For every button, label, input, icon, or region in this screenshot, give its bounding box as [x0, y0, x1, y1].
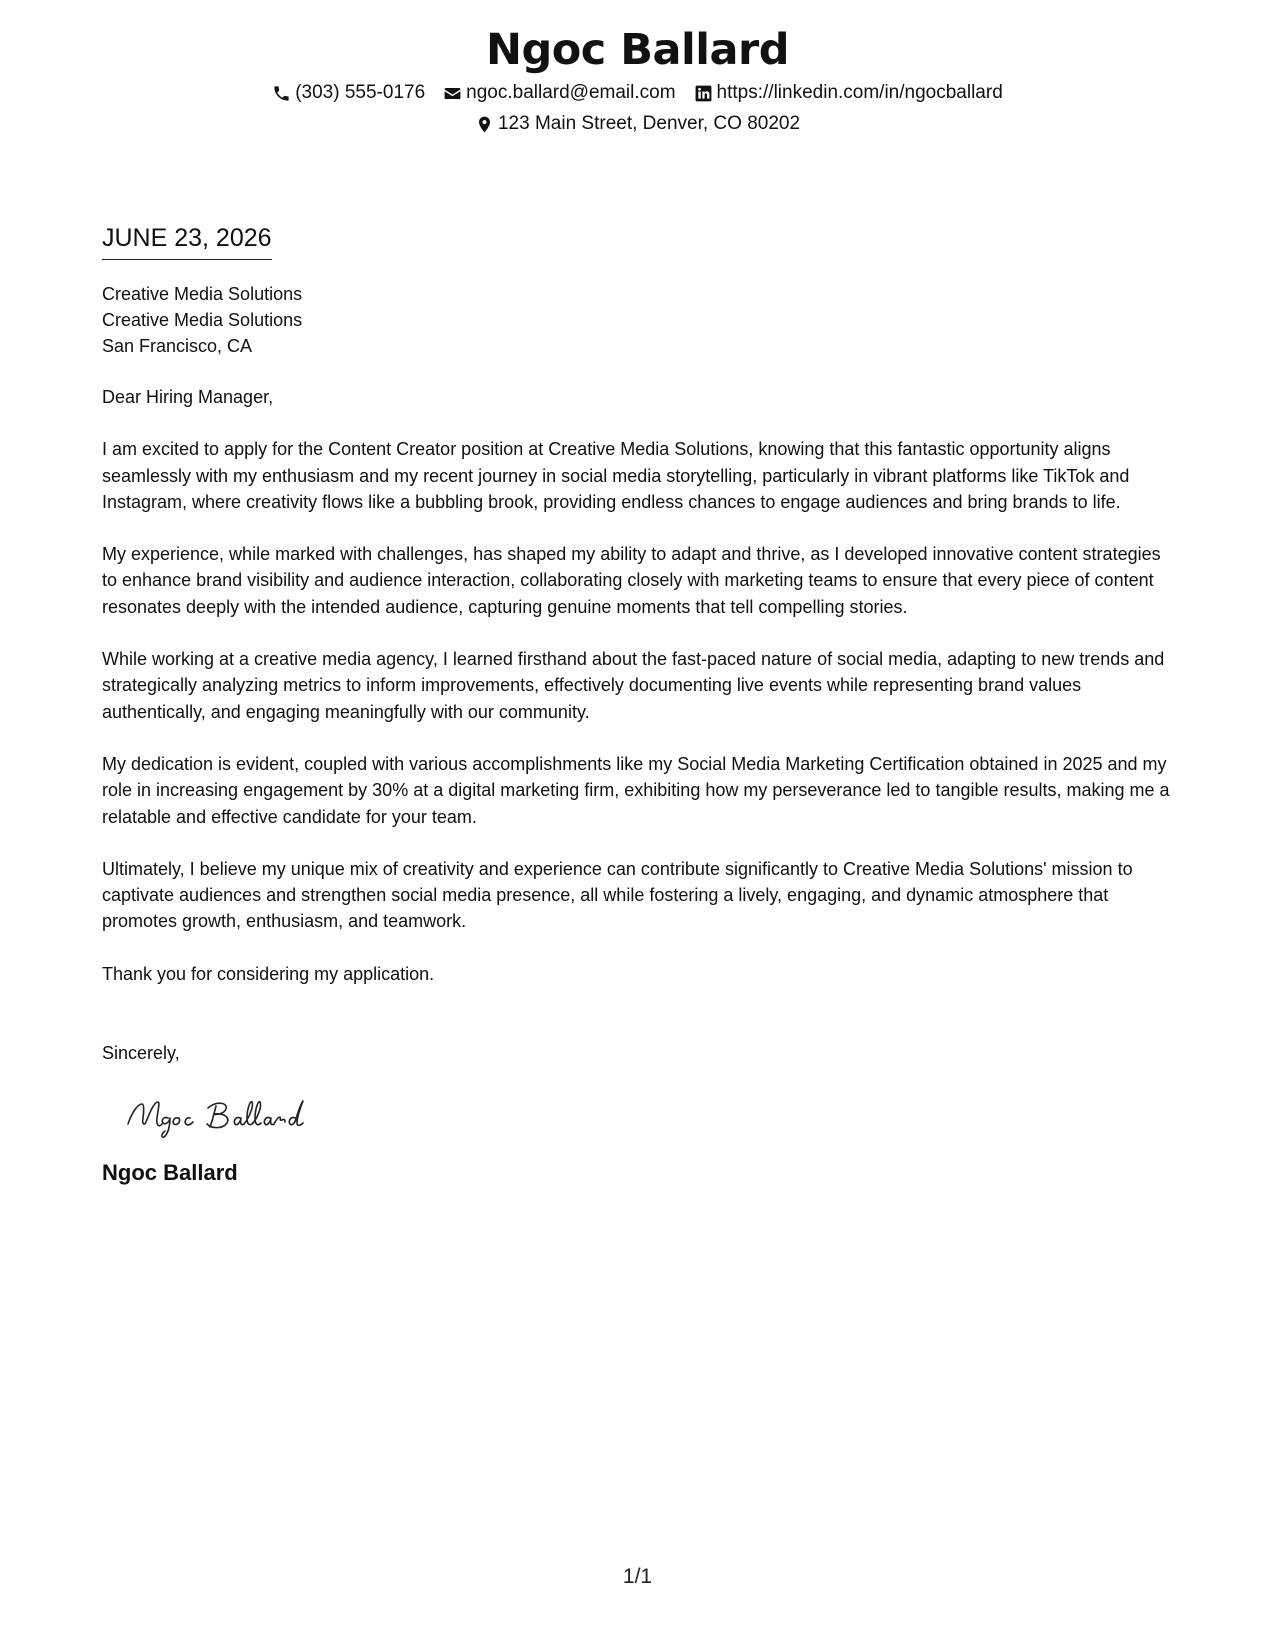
body-paragraph: I am excited to apply for the Content Creator position at Creative Media Solutions, knowing that this fantastic opportunity aligns seamlessly with my enthusiasm and my recent journey in social media storytelling, particularly in vibrant platforms like TikTok and Instagram, where creativity flows like a bubbling brook, providing endless chances to engage audiences and bring brands to life.	[102, 439, 1130, 512]
salutation: Dear Hiring Manager,	[102, 387, 274, 407]
phone-icon	[272, 84, 291, 103]
linkedin-icon	[694, 84, 713, 103]
body-paragraph: Ultimately, I believe my unique mix of creativity and experience can contribute significantly to Creative Media Solutions' mission to captivate audiences and strengthen social media presence, all while fostering a lively, engaging, and dynamic atmosphere that promotes growth, enthusiasm, and teamwork.	[102, 858, 1133, 932]
recipient-line: Creative Media Solutions	[102, 310, 303, 330]
applicant-name: Ngoc Ballard	[485, 25, 790, 75]
closing-thanks: Thank you for considering my application.	[102, 963, 435, 984]
recipient-line: Creative Media Solutions	[102, 284, 303, 304]
map-pin-icon	[475, 115, 494, 134]
contact-row	[0, 78, 1275, 108]
recipient-block	[102, 281, 1177, 359]
body-paragraph: My experience, while marked with challenges, has shaped my ability to adapt and thrive, as I developed innovative content strategies to enhance brand visibility and audience interaction, collaborating closely with marketing teams to ensure that every piece of content resonates deeply with the intended audience, capturing genuine moments that tell compelling stories.	[102, 544, 1161, 617]
address-row	[0, 109, 1275, 139]
page-number: 1/1	[622, 1565, 653, 1588]
email-contact[interactable]	[443, 78, 675, 108]
recipient-line: San Francisco, CA	[102, 336, 253, 356]
letter-header	[0, 22, 1275, 139]
closing-line: Sincerely,	[102, 1043, 180, 1064]
handwritten-signature	[124, 1092, 354, 1142]
linkedin-contact[interactable]	[694, 78, 1003, 108]
letter-date: JUNE 23, 2026	[102, 222, 272, 260]
signer-name: Ngoc Ballard	[102, 1160, 238, 1186]
address-contact	[475, 109, 800, 139]
phone-number: (303) 555-0176	[295, 82, 426, 103]
body-paragraph: While working at a creative media agency, I learned firsthand about the fast-paced nature of social media, adapting to new trends and strategically analyzing metrics to inform improvements, effectively documenting live events while representing brand values authentically, and engaging meaningfully with our community.	[102, 649, 1165, 722]
linkedin-url[interactable]: https://linkedin.com/in/ngocballard	[716, 82, 1003, 103]
street-address: 123 Main Street, Denver, CO 80202	[497, 113, 801, 134]
email-address[interactable]: ngoc.ballard@email.com	[466, 82, 676, 103]
letter-body	[102, 222, 1177, 1187]
phone-contact	[272, 78, 425, 108]
body-paragraph: My dedication is evident, coupled with various accomplishments like my Social Media Marketing Certification obtained in 2025 and my role in increasing engagement by 30% at a digital marketing firm, exhibiting how my perseverance led to tangible results, making me a relatable and effective candidate for your team.	[102, 753, 1170, 827]
envelope-icon	[443, 84, 462, 103]
